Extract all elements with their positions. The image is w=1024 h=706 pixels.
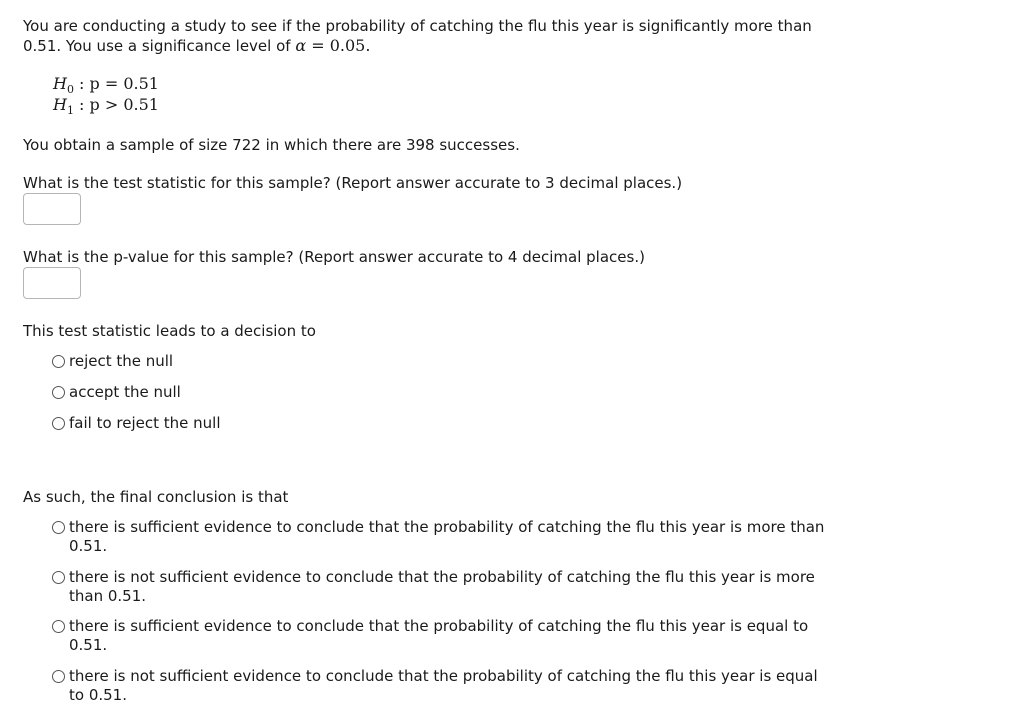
intro-paragraph bbox=[23, 17, 812, 56]
test-statistic-prompt: What is the test statistic for this sample? (Report answer accurate to 3 decimal places.) bbox=[23, 174, 683, 192]
radio-button[interactable] bbox=[52, 670, 65, 683]
option-label: there is sufficient evidence to conclude that the probability of catching the flu this year is more than 0.51. bbox=[69, 518, 825, 555]
radio-button[interactable] bbox=[52, 355, 65, 368]
decision-option-reject[interactable] bbox=[52, 352, 832, 371]
conclusion-prompt: As such, the final conclusion is that bbox=[23, 488, 289, 506]
conclusion-option-4[interactable] bbox=[52, 667, 832, 705]
intro-line-2-text: 0.51. You use a significance level of bbox=[23, 37, 296, 55]
null-hypothesis: $H_0$ : p = 0.51 bbox=[53, 74, 159, 97]
option-label: fail to reject the null bbox=[69, 414, 221, 432]
decision-prompt: This test statistic leads to a decision to bbox=[23, 322, 316, 340]
radio-button[interactable] bbox=[52, 571, 65, 584]
sample-description: You obtain a sample of size 722 in which there are 398 successes. bbox=[23, 136, 520, 154]
option-label: accept the null bbox=[69, 383, 181, 401]
radio-button[interactable] bbox=[52, 386, 65, 399]
alpha-value: = 0.05. bbox=[306, 36, 371, 55]
radio-button[interactable] bbox=[52, 417, 65, 430]
intro-line-2 bbox=[23, 36, 812, 56]
option-label: reject the null bbox=[69, 352, 174, 370]
test-statistic-input[interactable] bbox=[23, 193, 81, 225]
intro-line-1: You are conducting a study to see if the probability of catching the flu this year is significantly more than bbox=[23, 17, 812, 35]
p-value-prompt: What is the p-value for this sample? (Report answer accurate to 4 decimal places.) bbox=[23, 248, 645, 266]
alpha-symbol: α bbox=[295, 36, 307, 55]
p-value-input[interactable] bbox=[23, 267, 81, 299]
radio-button[interactable] bbox=[52, 620, 65, 633]
option-label: there is not sufficient evidence to conclude that the probability of catching the flu this year is more than 0.51. bbox=[69, 568, 815, 605]
option-label: there is not sufficient evidence to conclude that the probability of catching the flu this year is equal to 0.51. bbox=[69, 667, 818, 704]
conclusion-option-3[interactable] bbox=[52, 617, 832, 655]
conclusion-option-1[interactable] bbox=[52, 518, 832, 556]
option-label: there is sufficient evidence to conclude that the probability of catching the flu this year is equal to 0.51. bbox=[69, 617, 809, 654]
alternative-hypothesis: $H_1$ : p > 0.51 bbox=[53, 95, 159, 118]
decision-option-accept[interactable] bbox=[52, 383, 832, 402]
radio-button[interactable] bbox=[52, 521, 65, 534]
conclusion-option-2[interactable] bbox=[52, 568, 832, 606]
decision-option-fail-to-reject[interactable] bbox=[52, 414, 832, 433]
